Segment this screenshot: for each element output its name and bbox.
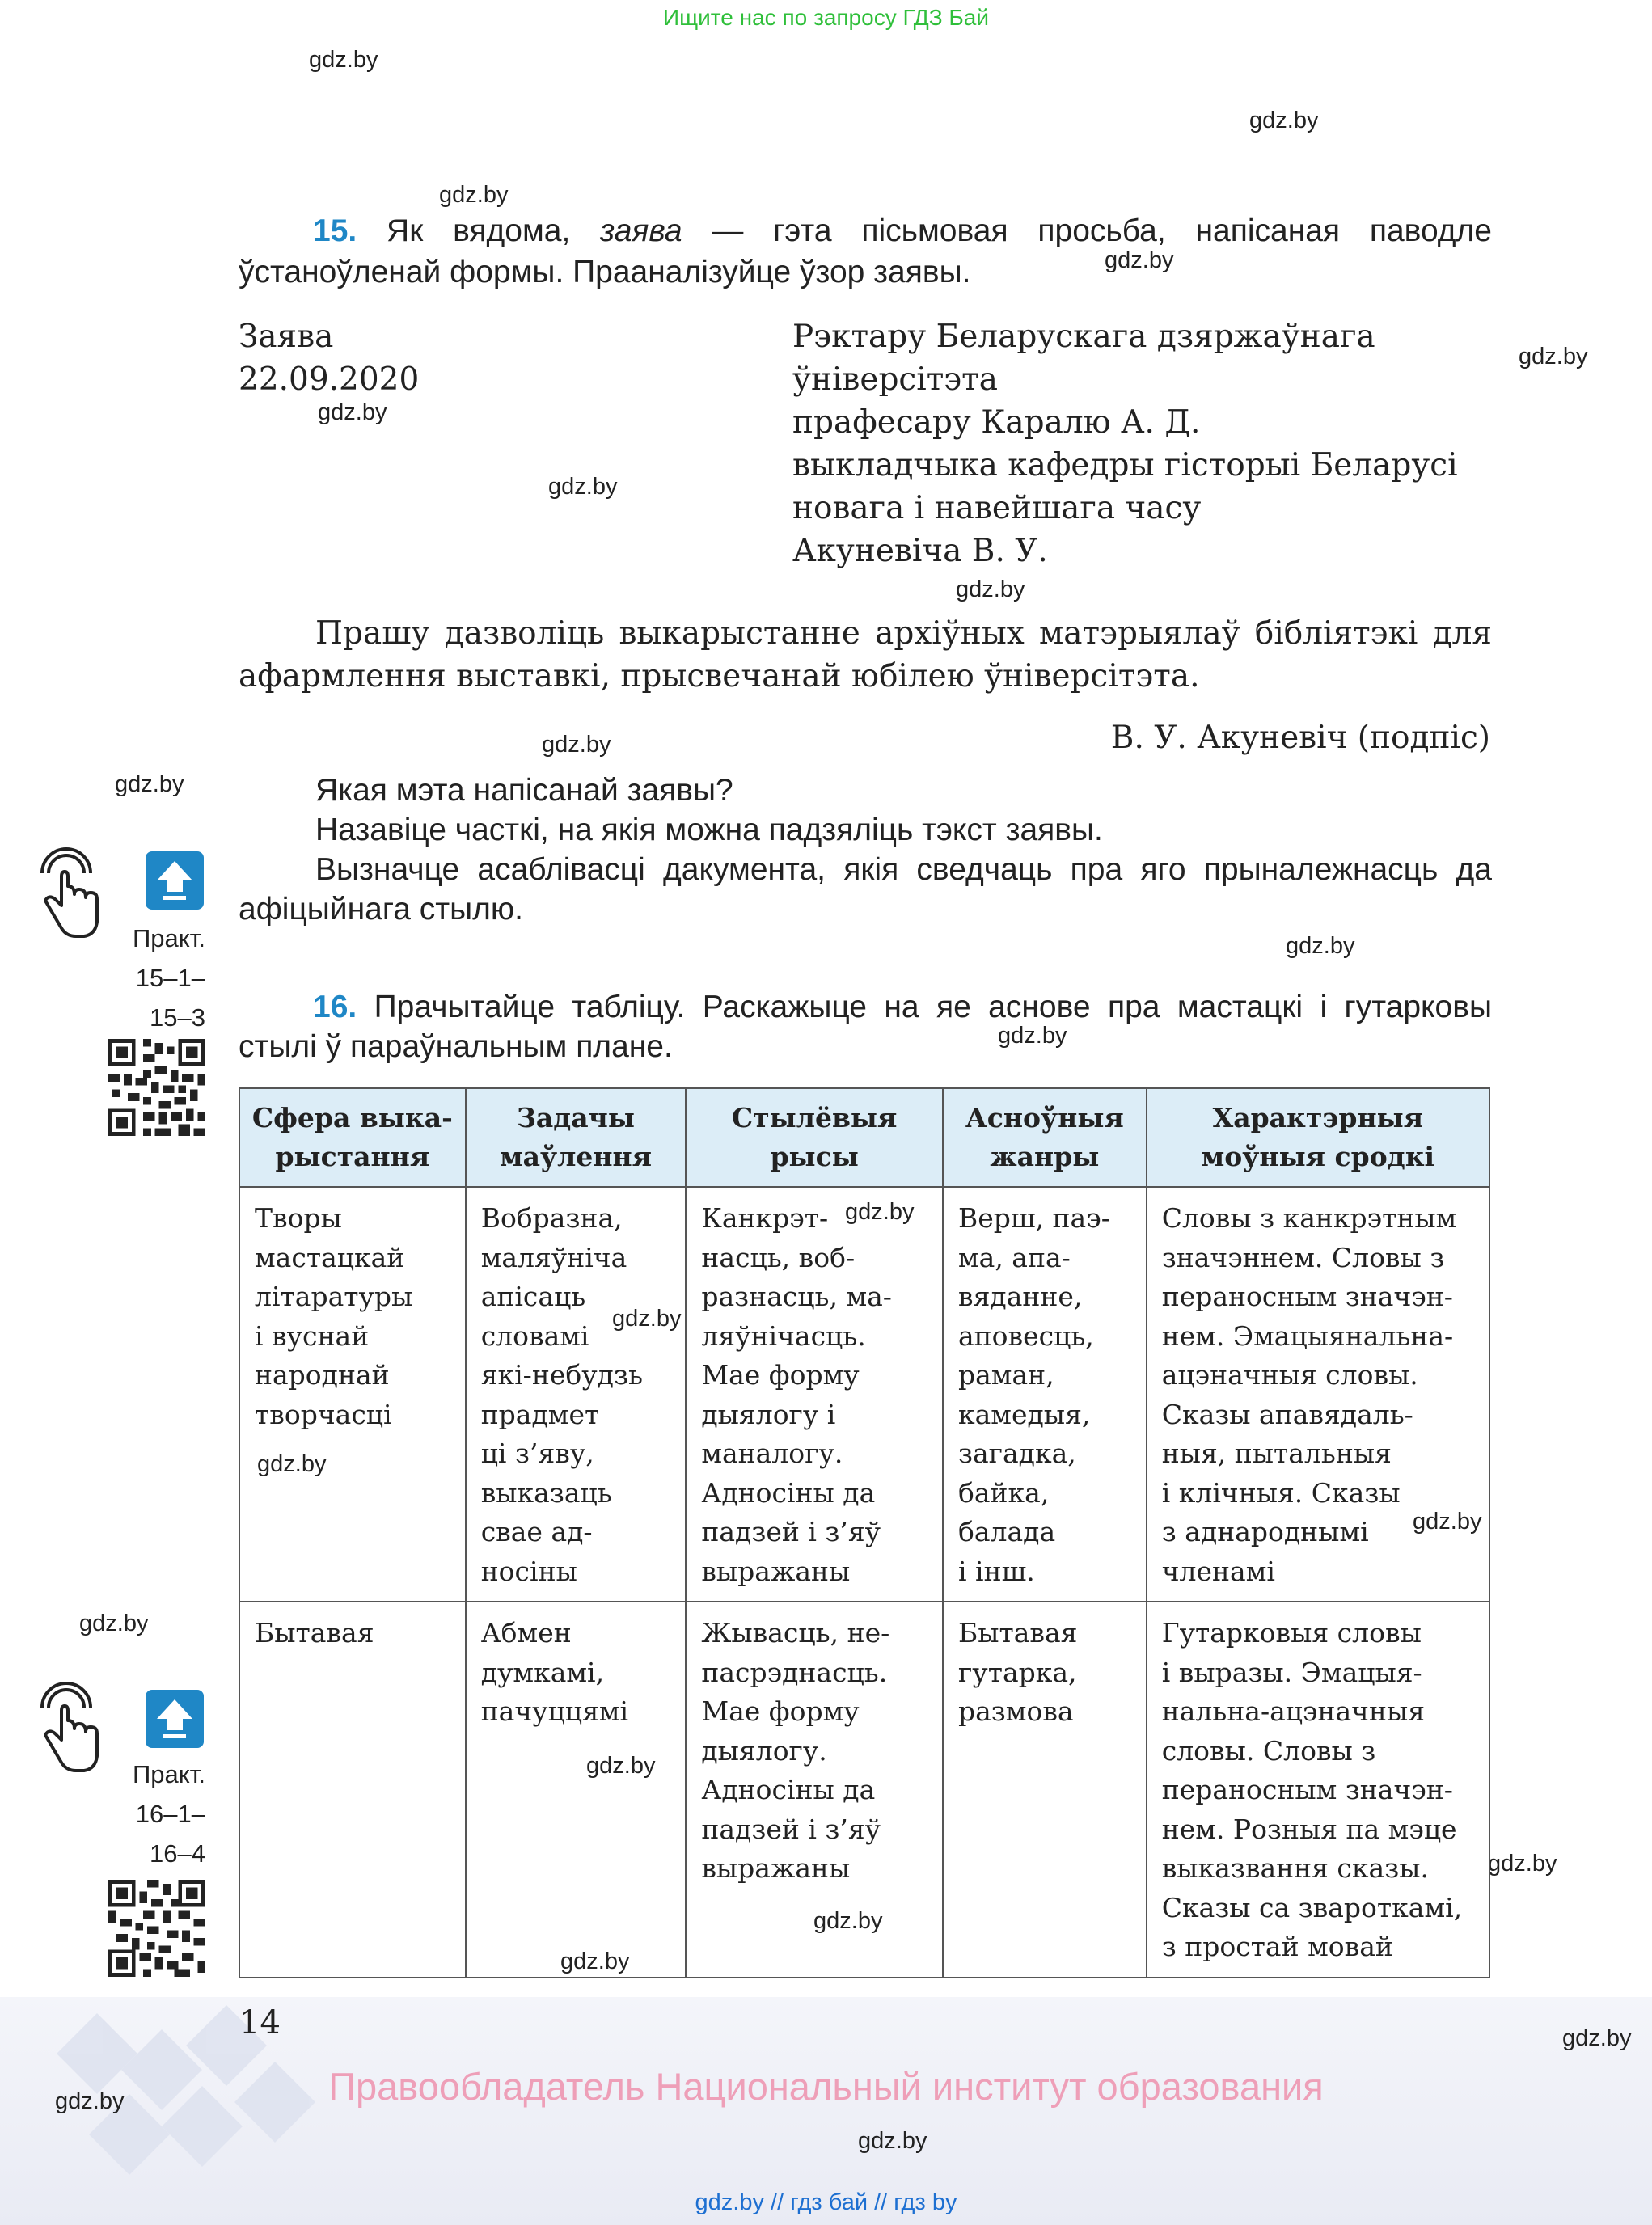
watermark: gdz.by bbox=[560, 1948, 630, 1974]
styles-table bbox=[239, 1087, 1490, 1978]
touch-hand-icon bbox=[34, 841, 102, 939]
watermark: gdz.by bbox=[1413, 1509, 1482, 1535]
table-row bbox=[239, 1187, 1489, 1602]
watermark: gdz.by bbox=[1562, 2025, 1632, 2051]
watermark: gdz.by bbox=[542, 732, 611, 758]
watermark: gdz.by bbox=[115, 771, 184, 797]
watermark: gdz.by bbox=[1249, 108, 1319, 133]
watermark: gdz.by bbox=[1286, 933, 1355, 959]
question: Вызначце асаблівасці дакумента, якія сведчаць пра яго прыналежнасць да афіцыйнага стылю. bbox=[239, 852, 1492, 927]
table-cell: Бытавая гутарка, размова bbox=[943, 1602, 1147, 1978]
exercise-number: 16. bbox=[313, 990, 357, 1024]
watermark: gdz.by bbox=[998, 1023, 1067, 1049]
copyright-notice: Правообладатель Национальный институт образования bbox=[328, 2065, 1324, 2108]
exercise-16-text: 16. Прачытайце табліцу. Раскажыце на яе аснове пра мастацкі і гутарковы стылі ў параўнальным плане. bbox=[239, 990, 1492, 1064]
table-cell: Абмен думкамі, пачуццямі bbox=[466, 1602, 687, 1978]
application-date: 22.09.2020 bbox=[239, 361, 420, 398]
watermark: gdz.by bbox=[548, 474, 618, 500]
exercise-number: 15. bbox=[313, 213, 357, 248]
table-row bbox=[239, 1602, 1489, 1978]
practice-label: Практ. 16–1– 16–4 bbox=[132, 1760, 205, 1868]
watermark: gdz.by bbox=[439, 182, 509, 208]
table-header: Сфера выка- рыстання bbox=[239, 1088, 466, 1187]
table-cell: Канкрэт- насць, воб- разнасць, ма- ляўнічасць. Мае форму дыялогу і маналогу. Адносіны да падзей і з’яў выражаны bbox=[686, 1187, 943, 1602]
application-signature: В. У. Акуневіч (подпіс) bbox=[1110, 720, 1490, 756]
table-header: Характэрныя моўныя сродкі bbox=[1147, 1088, 1489, 1187]
bottom-links[interactable]: gdz.by // гдз бай // гдз by bbox=[695, 2189, 957, 2215]
watermark: gdz.by bbox=[858, 2128, 927, 2154]
watermark: gdz.by bbox=[1488, 1851, 1557, 1877]
watermark: gdz.by bbox=[813, 1908, 883, 1934]
table-header: Стылёвыя рысы bbox=[686, 1088, 943, 1187]
application-title: Заява bbox=[239, 319, 334, 355]
application-body: Прашу дазволіць выкарыстанне архіўных матэрыялаў бібліятэкі для афармлення выставкі, прысвечанай юбілею ўніверсітэта. bbox=[239, 615, 1492, 695]
watermark: gdz.by bbox=[845, 1199, 915, 1225]
watermark: gdz.by bbox=[1519, 344, 1588, 369]
questions-block bbox=[239, 771, 1492, 929]
practice-link-icon[interactable] bbox=[146, 1690, 204, 1748]
touch-hand-icon bbox=[34, 1675, 102, 1774]
practice-link-icon[interactable] bbox=[146, 851, 204, 910]
qr-code-icon[interactable] bbox=[108, 1880, 205, 1977]
exercise-15-text: 15. Як вядома, заява — гэта пісьмовая просьба, напісаная паводле ўстаноўленай формы. Прааналізуйце ўзор заявы. bbox=[239, 213, 1492, 289]
watermark: gdz.by bbox=[586, 1753, 656, 1779]
table-header: Асноўныя жанры bbox=[943, 1088, 1147, 1187]
question: Якая мэта напісанай заявы? bbox=[315, 773, 733, 808]
table-cell: Бытавая bbox=[239, 1602, 466, 1978]
table-cell: Жывасць, не- пасрэднасць. Мае форму дыялогу. Адносіны да падзей і з’яў выражаны bbox=[686, 1602, 943, 1978]
watermark: gdz.by bbox=[79, 1611, 149, 1636]
search-hint: Ищите нас по запросу ГДЗ Бай bbox=[662, 5, 990, 30]
table-header: Задачы маўлення bbox=[466, 1088, 687, 1187]
table-cell: Вобразна, маляўніча апісаць словамі які-небудзь прадмет ці з’яву, выказаць свае ад- носіны bbox=[466, 1187, 687, 1602]
watermark: gdz.by bbox=[257, 1451, 327, 1477]
watermark: gdz.by bbox=[318, 399, 387, 425]
question: Назавіце часткі, на якія можна падзяліць тэкст заявы. bbox=[315, 813, 1103, 847]
watermark: gdz.by bbox=[612, 1306, 682, 1332]
practice-label: Практ. 15–1– 15–3 bbox=[132, 924, 205, 1032]
watermark: gdz.by bbox=[309, 47, 378, 73]
table-cell: Верш, паэ- ма, апа- вяданне, аповесць, раман, камедыя, загадка, байка, балада і інш. bbox=[943, 1187, 1147, 1602]
application-addressee: Рэктару Беларускага дзяржаўнага ўніверсітэта прафесару Каралю А. Д. выкладчыка кафедры гісторыі Беларусі новага і навейшага часу Акуневіча В. У. bbox=[792, 319, 1458, 569]
watermark: gdz.by bbox=[1105, 247, 1174, 273]
table-cell: Гутарковыя словы і выразы. Эмацыя- нальна-ацэначныя словы. Словы з пераносным значэн- нем. Розныя па мэце выказвання сказы. Сказы са звароткамі, з простай мовай bbox=[1147, 1602, 1489, 1978]
table-cell: Словы з канкрэтным значэннем. Словы з пераносным значэн- нем. Эмацыянальна- ацэначныя словы. Сказы апавядаль- ныя, пытальныя і клічныя. Сказы з аднароднымі членамі bbox=[1147, 1187, 1489, 1602]
watermark: gdz.by bbox=[956, 576, 1025, 602]
page-number: 14 bbox=[239, 2004, 281, 2041]
qr-code-icon[interactable] bbox=[108, 1039, 205, 1136]
watermark: gdz.by bbox=[55, 2088, 125, 2114]
table-header-row bbox=[239, 1088, 1489, 1187]
table-cell: Творы мастацкай літаратуры і вуснай народнай творчасці bbox=[239, 1187, 466, 1602]
